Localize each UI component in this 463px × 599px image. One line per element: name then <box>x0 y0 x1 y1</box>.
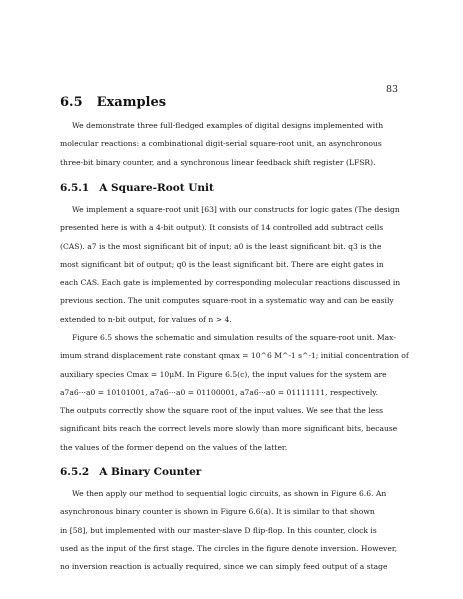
section-heading <box>60 95 420 110</box>
page-number: 83 <box>386 84 399 95</box>
text-line: molecular reactions: a combinational digit-serial square-root unit, an asynchronous <box>60 139 382 149</box>
text-line: We then apply our method to sequential logic circuits, as shown in Figure 6.6. An <box>72 489 387 498</box>
subsection-heading-binary-counter <box>60 466 420 478</box>
text-line: Figure 6.5 shows the schematic and simulation results of the square-root unit. Max- <box>72 333 396 342</box>
text-line: We demonstrate three full-fledged examples of digital designs implemented with <box>72 121 384 130</box>
binary-counter-paragraph <box>60 485 401 576</box>
subsection-title-text: A Square-Root Unit <box>99 182 214 194</box>
text-line: (CAS). a7 is the most significant bit of input; a0 is the least significant bit. q3 is the <box>60 241 382 251</box>
text-line: auxiliary species Cmax = 10μM. In Figure 6.5(c), the input values for the system are <box>60 369 387 379</box>
text-line: a7a6···a0 = 10101001, a7a6···a0 = 01100001, a7a6···a0 = 01111111, respectively. <box>60 387 378 397</box>
text-line: asynchronous binary counter is shown in Figure 6.6(a). It is similar to that shown <box>60 507 375 517</box>
square-root-paragraph-1 <box>60 201 401 329</box>
text-line: extended to n-bit output, for values of n > 4. <box>60 314 232 324</box>
text-line: most significant bit of output; q0 is the least significant bit. There are eight gates in <box>60 259 384 269</box>
subsection-heading-square-root <box>60 182 420 194</box>
subsection-title-text: A Binary Counter <box>99 466 202 478</box>
text-line: imum strand displacement rate constant qmax = 10^6 M^-1 s^-1; initial concentration of <box>60 351 409 361</box>
section-number: 6.5 <box>60 95 83 110</box>
text-line: in [58], but implemented with our master-slave D flip-flop. In this counter, clock is <box>60 525 377 535</box>
text-line: presented here is with a 4-bit output). It consists of 14 controlled add subtract cells <box>60 223 384 233</box>
text-line: each CAS. Each gate is implemented by corresponding molecular reactions discussed in <box>60 278 401 288</box>
text-line: used as the input of the first stage. The circles in the figure denote inversion. However, <box>60 543 398 553</box>
text-line: previous section. The unit computes square-root in a systematic way and can be easily <box>60 296 394 306</box>
text-line: three-bit binary counter, and a synchronous linear feedback shift register (LFSR). <box>60 157 376 167</box>
intro-paragraph <box>60 117 401 172</box>
text-line: The outputs correctly show the square root of the input values. We see that the less <box>60 406 384 416</box>
text-line: no inversion reaction is actually required, since we can simply feed output of a stage <box>60 562 388 572</box>
subsection-number: 6.5.1 <box>60 182 90 194</box>
text-line: significant bits reach the correct levels more slowly than more significant bits, because <box>60 424 398 434</box>
text-line: the values of the former depend on the values of the latter. <box>60 442 288 452</box>
subsection-number: 6.5.2 <box>60 466 90 478</box>
section-title-text: Examples <box>96 95 167 110</box>
text-line: We implement a square-root unit [63] with our constructs for logic gates (The design <box>72 205 400 214</box>
square-root-paragraph-2 <box>60 329 409 457</box>
